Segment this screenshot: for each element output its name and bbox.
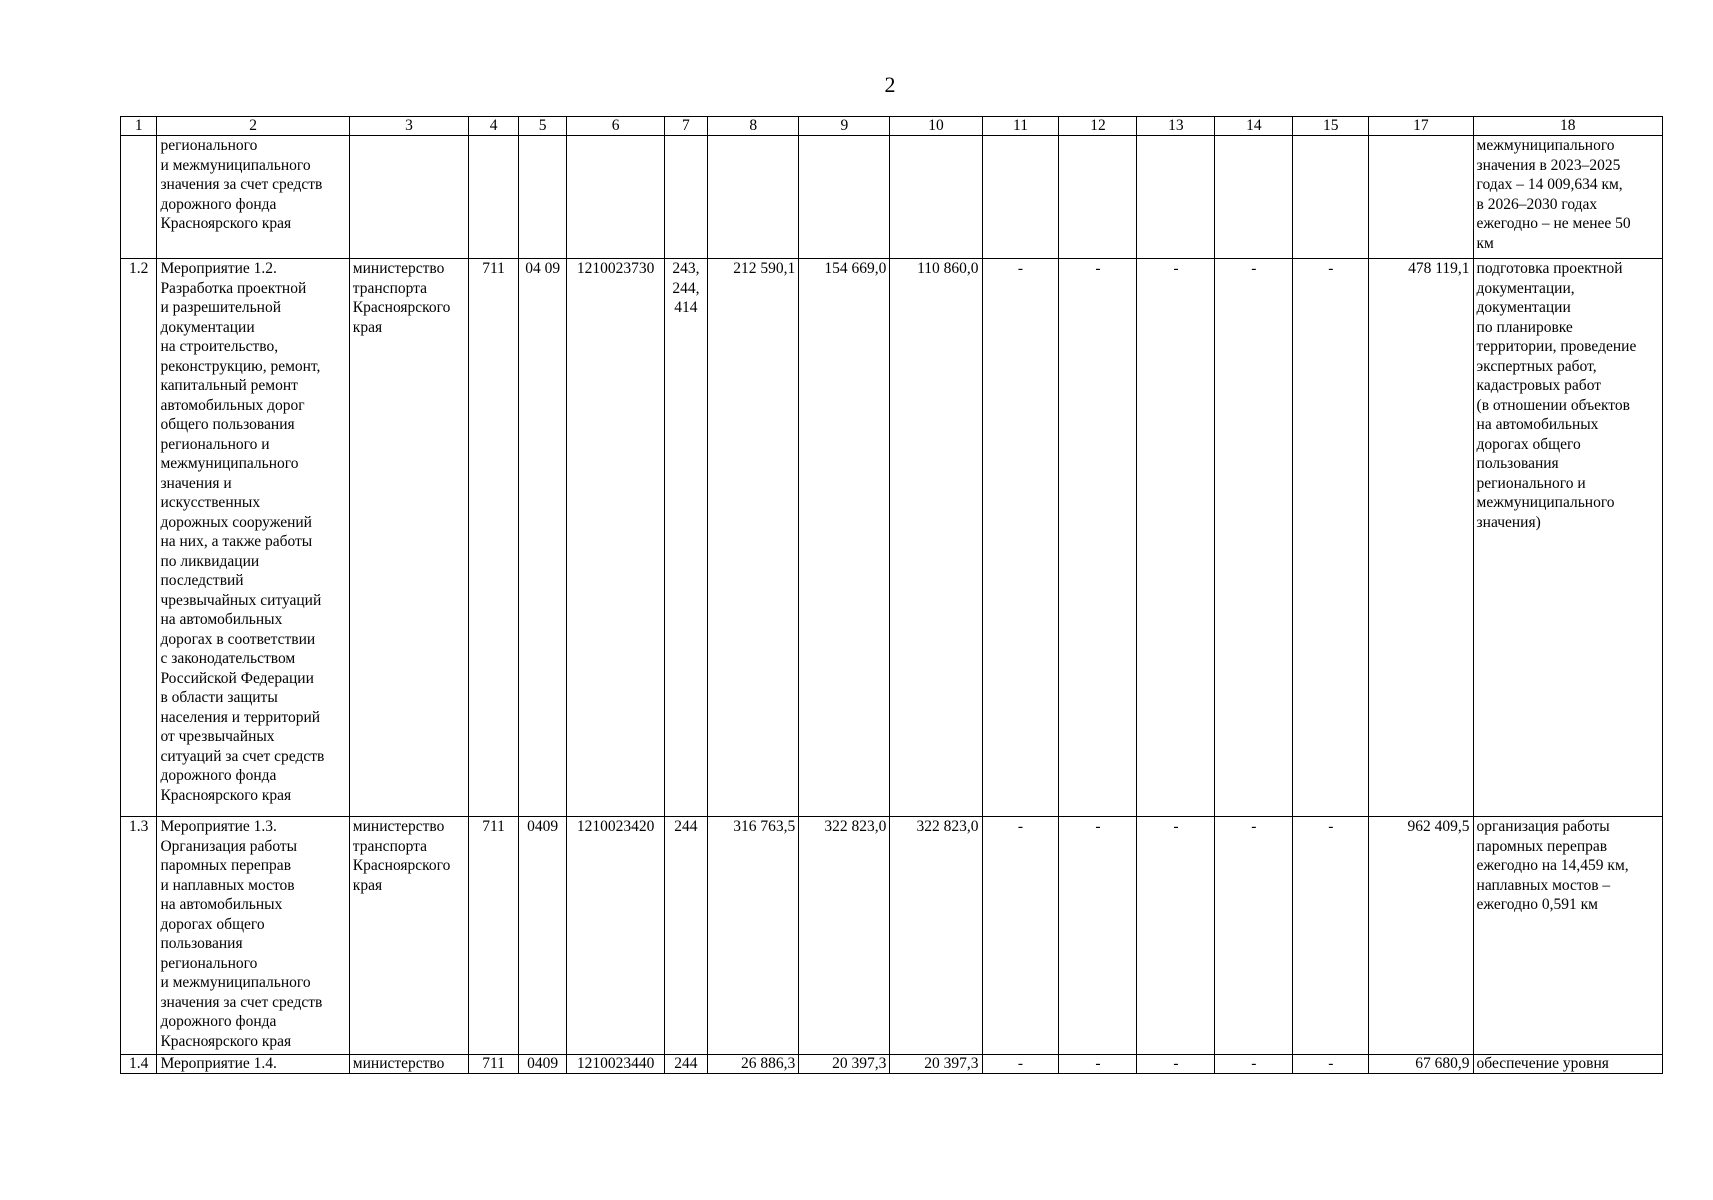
row-number: 1.3 <box>121 817 157 1055</box>
amount-col-15: - <box>1293 1055 1369 1074</box>
section-code <box>518 136 567 259</box>
row-number: 1.2 <box>121 259 157 817</box>
section-code: 0409 <box>518 817 567 1055</box>
amount-col-11: - <box>982 1055 1059 1074</box>
amount-col-9: 322 823,0 <box>799 817 890 1055</box>
expected-result: организация работы паромных переправ ежегодно на 14,459 км, наплавных мостов – ежегодно 0,591 км <box>1473 817 1662 1055</box>
amount-col-10 <box>890 136 982 259</box>
measure-name: Мероприятие 1.2. Разработка проектной и разрешительной документации на строительство, реконструкцию, ремонт, капитальный ремонт автомобильных дорог общего пользования регионального и межмуниципального значения и искусственных дорожных сооружений на них, а также работы по ликвидации последствий чрезвычайных ситуаций на автомобильных дорогах в соответствии с законодательством Российской Федерации в области защиты населения и территорий от чрезвычайных ситуаций за счет средств дорожного фонда Красноярского края <box>157 259 349 817</box>
amount-col-11 <box>982 136 1059 259</box>
target-article-code: 1210023440 <box>567 1055 664 1074</box>
amount-col-12: - <box>1059 259 1137 817</box>
header-cell: 14 <box>1215 117 1293 136</box>
amount-col-11: - <box>982 817 1059 1055</box>
table-row <box>121 817 1663 1055</box>
amount-col-8: 316 763,5 <box>708 817 799 1055</box>
header-cell: 5 <box>518 117 567 136</box>
table-row <box>121 136 1663 259</box>
executor <box>349 136 468 259</box>
target-article-code <box>567 136 664 259</box>
header-cell: 4 <box>469 117 519 136</box>
row-number <box>121 136 157 259</box>
header-cell: 18 <box>1473 117 1662 136</box>
header-cell: 10 <box>890 117 982 136</box>
header-cell: 7 <box>664 117 708 136</box>
target-article-code: 1210023730 <box>567 259 664 817</box>
amount-col-14 <box>1215 136 1293 259</box>
amount-total: 962 409,5 <box>1369 817 1473 1055</box>
grbs-code: 711 <box>469 259 519 817</box>
amount-col-13 <box>1137 136 1215 259</box>
amount-col-10: 110 860,0 <box>890 259 982 817</box>
program-measures-table <box>120 116 1663 1074</box>
executor: министерство транспорта Красноярского края <box>349 259 468 817</box>
amount-col-9 <box>799 136 890 259</box>
amount-total: 478 119,1 <box>1369 259 1473 817</box>
expected-result: подготовка проектной документации, документации по планировке территории, проведение экспертных работ, кадастровых работ (в отношении объектов на автомобильных дорогах общего пользования регионального и межмуниципального значения) <box>1473 259 1662 817</box>
amount-col-9: 20 397,3 <box>799 1055 890 1074</box>
grbs-code: 711 <box>469 1055 519 1074</box>
header-cell: 1 <box>121 117 157 136</box>
amount-total: 67 680,9 <box>1369 1055 1473 1074</box>
expected-result: обеспечение уровня <box>1473 1055 1662 1074</box>
header-cell: 2 <box>157 117 349 136</box>
amount-col-12 <box>1059 136 1137 259</box>
header-cell: 15 <box>1293 117 1369 136</box>
amount-col-12: - <box>1059 817 1137 1055</box>
amount-col-8: 26 886,3 <box>708 1055 799 1074</box>
amount-col-13: - <box>1137 817 1215 1055</box>
amount-col-9: 154 669,0 <box>799 259 890 817</box>
grbs-code <box>469 136 519 259</box>
amount-col-10: 322 823,0 <box>890 817 982 1055</box>
page-number: 2 <box>884 72 896 97</box>
measure-name: Мероприятие 1.3. Организация работы паромных переправ и наплавных мостов на автомобильных дорогах общего пользования регионального и межмуниципального значения за счет средств дорожного фонда Красноярского края <box>157 817 349 1055</box>
target-article-code: 1210023420 <box>567 817 664 1055</box>
table-row <box>121 259 1663 817</box>
section-code: 0409 <box>518 1055 567 1074</box>
header-cell: 3 <box>349 117 468 136</box>
executor: министерство транспорта Красноярского края <box>349 817 468 1055</box>
header-cell: 9 <box>799 117 890 136</box>
amount-col-14: - <box>1215 817 1293 1055</box>
measure-name: регионального и межмуниципального значения за счет средств дорожного фонда Красноярского края <box>157 136 349 259</box>
header-row <box>121 117 1663 136</box>
expense-type-code <box>664 136 708 259</box>
amount-col-8 <box>708 136 799 259</box>
expense-type-code: 243, 244, 414 <box>664 259 708 817</box>
amount-col-14: - <box>1215 1055 1293 1074</box>
header-cell: 17 <box>1369 117 1473 136</box>
header-cell: 8 <box>708 117 799 136</box>
amount-col-11: - <box>982 259 1059 817</box>
expense-type-code: 244 <box>664 817 708 1055</box>
section-code: 04 09 <box>518 259 567 817</box>
amount-col-12: - <box>1059 1055 1137 1074</box>
header-cell: 6 <box>567 117 664 136</box>
amount-col-13: - <box>1137 1055 1215 1074</box>
expected-result: межмуниципального значения в 2023–2025 годах – 14 009,634 км, в 2026–2030 годах ежегодно – не менее 50 км <box>1473 136 1662 259</box>
measure-name: Мероприятие 1.4. <box>157 1055 349 1074</box>
grbs-code: 711 <box>469 817 519 1055</box>
table-row <box>121 1055 1663 1074</box>
amount-col-8: 212 590,1 <box>708 259 799 817</box>
amount-col-14: - <box>1215 259 1293 817</box>
amount-col-10: 20 397,3 <box>890 1055 982 1074</box>
expense-type-code: 244 <box>664 1055 708 1074</box>
amount-total <box>1369 136 1473 259</box>
header-cell: 11 <box>982 117 1059 136</box>
amount-col-15 <box>1293 136 1369 259</box>
amount-col-13: - <box>1137 259 1215 817</box>
executor: министерство <box>349 1055 468 1074</box>
amount-col-15: - <box>1293 259 1369 817</box>
header-cell: 13 <box>1137 117 1215 136</box>
amount-col-15: - <box>1293 817 1369 1055</box>
row-number: 1.4 <box>121 1055 157 1074</box>
header-cell: 12 <box>1059 117 1137 136</box>
